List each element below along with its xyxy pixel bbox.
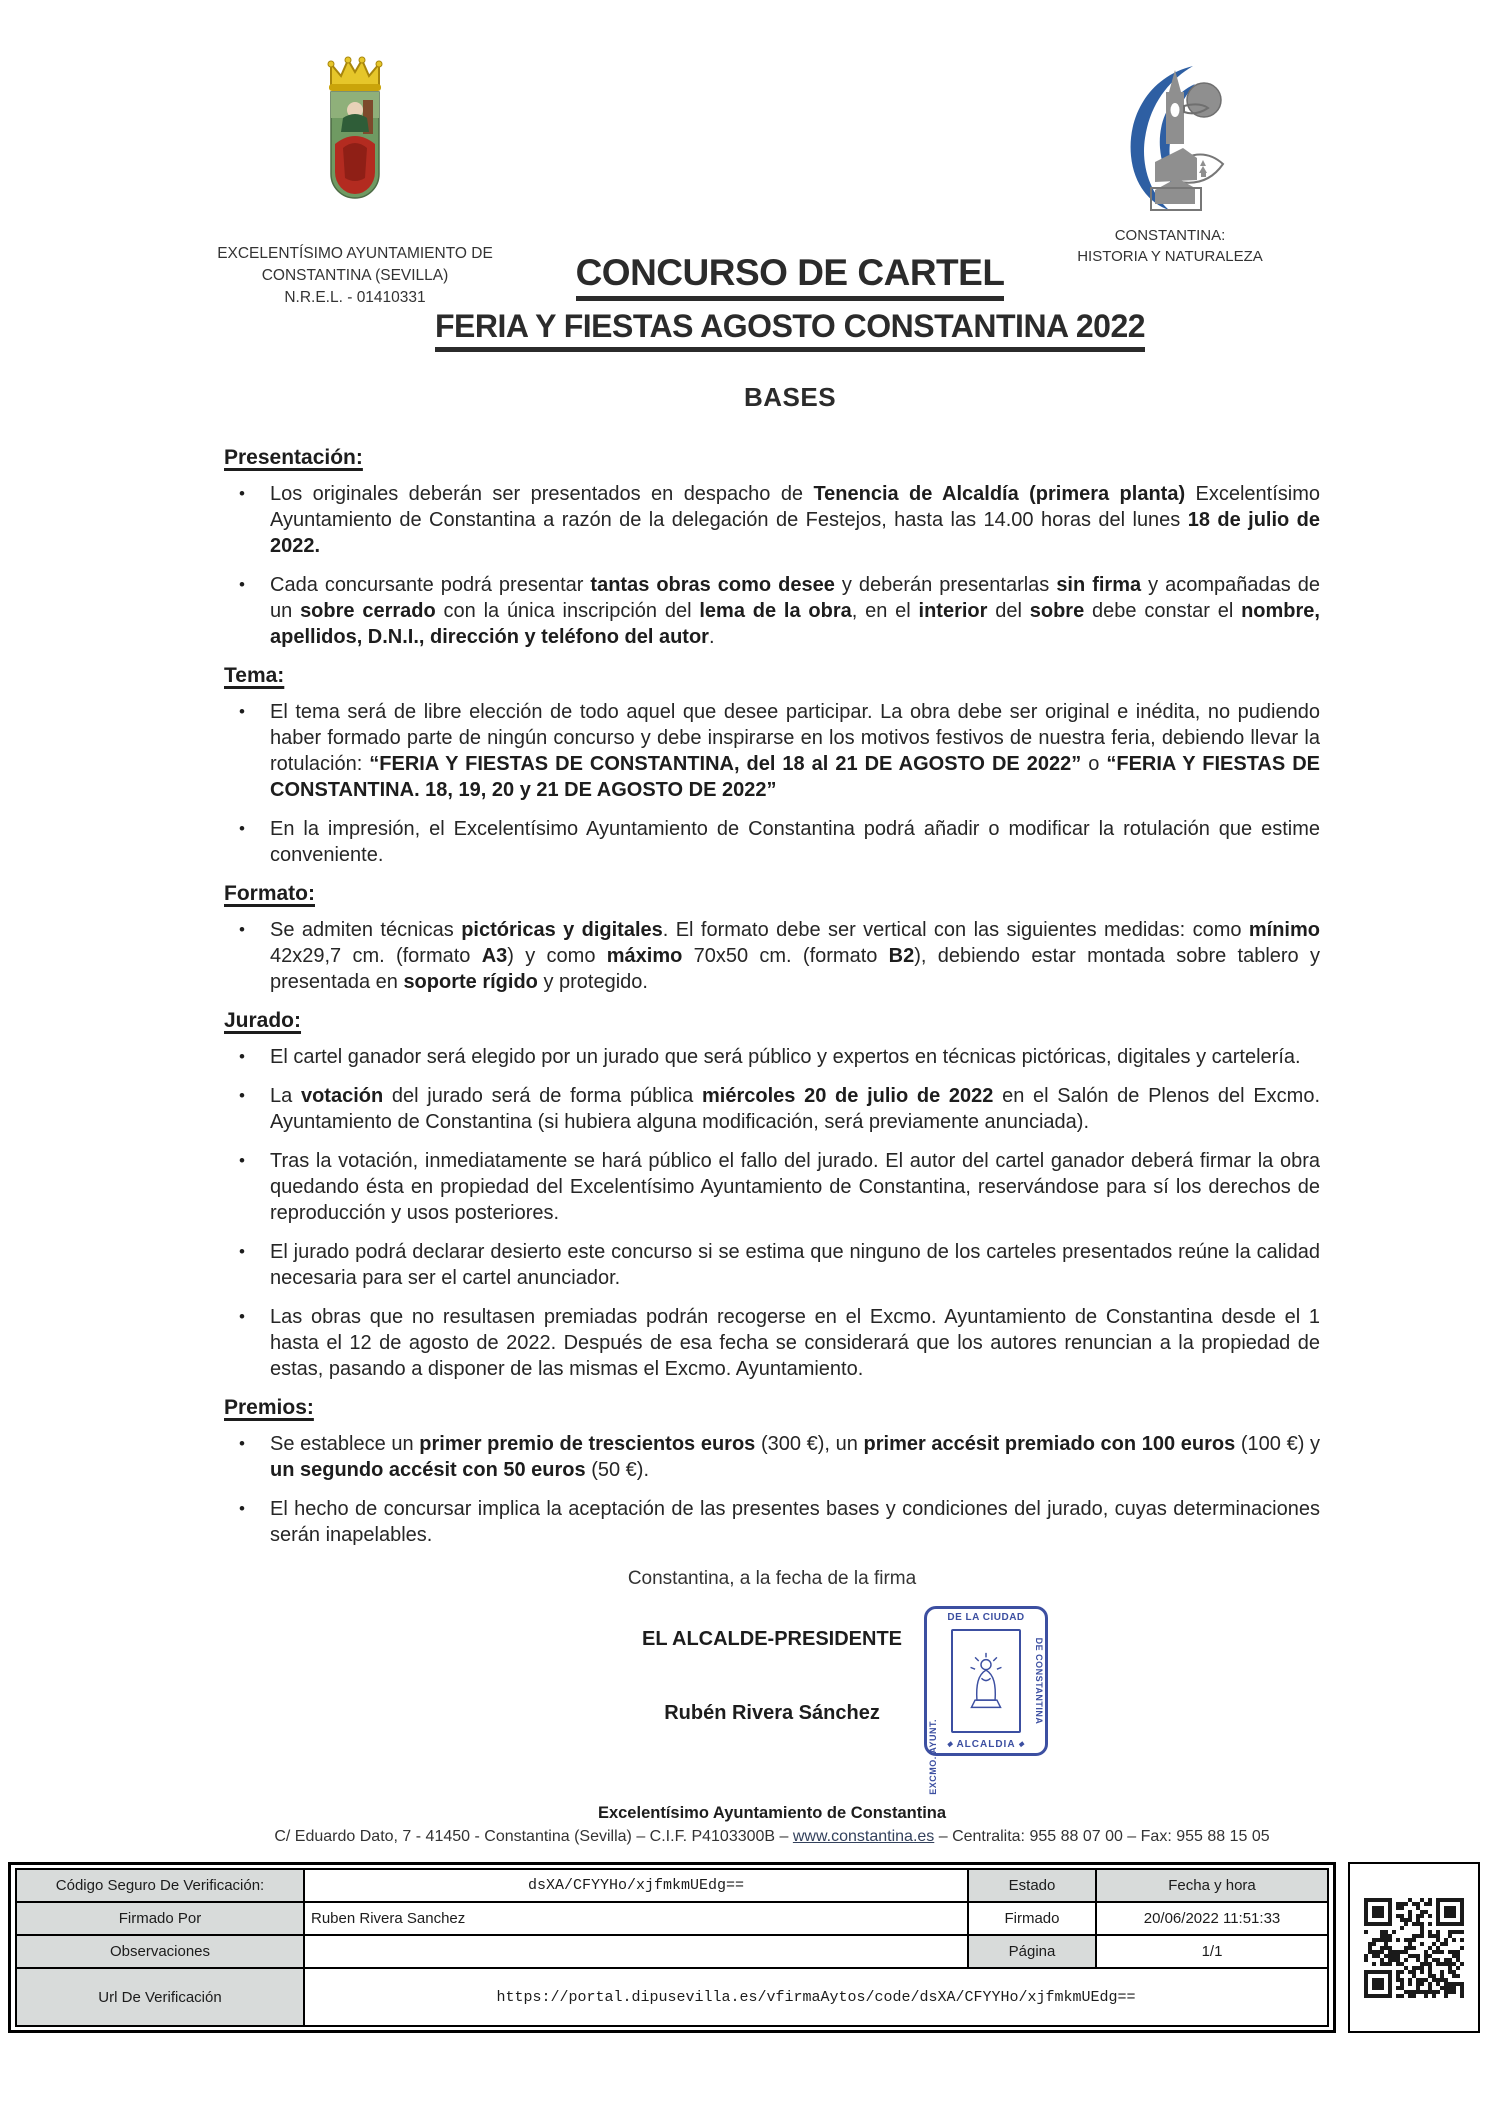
estado-value: Firmado [968,1902,1096,1935]
bullet-icon: • [239,920,245,939]
document-title: CONCURSO DE CARTEL [576,252,1005,301]
bullet-text: Se establece un primer premio de trescientos euros (300 €), un primer accésit premiado con 100 euros (100 €) y un segundo accésit con 50 euros (50 €). [270,1433,1321,1481]
signer-title: EL ALCALDE-PRESIDENTE [641,1628,903,1650]
csv-label: Código Seguro De Verificación: [16,1869,304,1902]
csv-value: dsXA/CFYYHo/xjfmkmUEdg== [304,1869,968,1902]
bullet-icon: • [239,1047,245,1066]
bullet-icon: • [239,1242,245,1261]
document-section [224,1009,1320,1382]
pagina-value: 1/1 [1096,1935,1328,1968]
bullet-icon: • [239,702,245,721]
verification-table [8,1862,1336,2033]
fecha-value: 20/06/2022 11:51:33 [1096,1902,1328,1935]
stamp-left-text: EXCMO. AYUNT. [928,1718,938,1795]
document-section [224,882,1320,995]
bullet-text: El jurado podrá declarar desierto este concurso si se estima que ninguno de los carteles presentados reúne la calidad necesaria para ser el cartel anunciador. [270,1241,1320,1289]
issuer-line-1: EXCELENTÍSIMO AYUNTAMIENTO DE [217,245,493,262]
brand-line-2: HISTORIA Y NATURALEZA [1077,248,1263,265]
bullet-icon: • [239,575,245,594]
bullet-text: Se admiten técnicas pictóricas y digitales. El formato debe ser vertical con las siguientes medidas: como mínimo 42x29,7 cm. (formato A3) y como máximo 70x50 cm. (formato B2), debiendo estar montada sobre tablero y presentada en soporte rígido y protegido. [270,919,1320,993]
bullet-icon: • [239,1307,245,1326]
signer-name: Rubén Rivera Sánchez [664,1702,880,1724]
bullet-item [224,481,1320,559]
bullet-text: Los originales deberán ser presentados en despacho de Tenencia de Alcaldía (primera planta) Excelentísimo Ayuntamiento de Constantina a razón de la delegación de Festejos, hasta las 14.00 horas del lunes 18 de julio de 2022. [270,483,1321,557]
bullet-item [224,1148,1320,1226]
bullet-item [224,1431,1320,1483]
url-label: Url De Verificación [16,1968,304,2026]
signature-block [224,1612,1320,1795]
sections [224,446,1320,1548]
document-section [224,446,1320,650]
observaciones-value [304,1935,968,1968]
section-heading: Presentación: [224,446,363,469]
bullet-item [224,917,1320,995]
verification-area [8,1862,1480,2033]
document-section [224,1396,1320,1548]
bullet-text: El cartel ganador será elegido por un jurado que será público y expertos en técnicas pictóricas, digitales y cartelería. [270,1046,1301,1068]
footer-address [224,1828,1320,1846]
constantina-historia-naturaleza-logo-icon [1045,62,1295,219]
bullet-text: Cada concursante podrá presentar tantas obras como desee y deberán presentarlas sin firma y acompañadas de un sobre cerrado con la única inscripción del lema de la obra, en el interior del sobre debe constar el nombre, apellidos, D.N.I., dirección y teléfono del autor. [270,574,1321,648]
page-footer [224,1804,1320,1846]
document-section [224,664,1320,868]
bullet-icon: • [239,819,245,838]
document-header [0,0,1488,432]
bullet-text: Las obras que no resultasen premiadas podrán recogerse en el Excmo. Ayuntamiento de Constantina desde el 1 hasta el 12 de agosto de 2022. Después de esa fecha se considerará que los autores renuncian a la propiedad de estas, pasando a disponer de las mismas el Excmo. Ayuntamiento. [270,1306,1320,1380]
bullet-text: Tras la votación, inmediatamente se hará público el fallo del jurado. El autor del cartel ganador deberá firmar la obra quedando ésta en propiedad del Excelentísimo Ayuntamiento de Constantina, reservándose para sí los derechos de reproducción y usos posteriores. [270,1150,1320,1224]
bullet-item [224,572,1320,650]
stamp-right-text: DE CONSTANTINA [1034,1637,1044,1725]
bullet-text: El tema será de libre elección de todo aquel que desee participar. La obra debe ser original e inédita, no pudiendo haber formado parte de ningún concurso y debe inspirarse en los motivos festivos de nuestra feria, debiendo llevar la rotulación: “FERIA Y FIESTAS DE CONSTANTINA, del 18 al 21 DE AGOSTO DE 2022” o “FERIA Y FIESTAS DE CONSTANTINA. 18, 19, 20 y 21 DE AGOSTO DE 2022” [270,701,1320,801]
url-value: https://portal.dipusevilla.es/vfirmaAytos/code/dsXA/CFYYHo/xjfmkmUEdg== [304,1968,1328,2026]
section-heading: Formato: [224,882,315,905]
observaciones-label: Observaciones [16,1935,304,1968]
dateline: Constantina, a la fecha de la firma [627,1568,917,1589]
footer-address-prefix: C/ Eduardo Dato, 7 - 41450 - Constantina (Sevilla) – C.I.F. P4103300B – [274,1828,793,1845]
section-heading: Premios: [224,1396,314,1419]
bullet-item [224,1304,1320,1382]
stamp-bottom-text: ◆ ALCALDIA◆ [927,1739,1045,1750]
constantina-coat-of-arms-icon [205,52,505,235]
bullet-item [224,1496,1320,1548]
stamp-top-text: DE LA CIUDAD [947,1612,1025,1623]
bullet-item [224,816,1320,868]
bullet-item [224,1044,1320,1070]
section-heading: Tema: [224,664,285,687]
bullet-icon: • [239,1151,245,1170]
footer-website-link[interactable]: www.constantina.es [792,1828,935,1845]
bullet-icon: • [239,1086,245,1105]
footer-address-suffix: – Centralita: 955 88 07 00 – Fax: 955 88 15 05 [934,1828,1270,1845]
section-heading: Jurado: [224,1009,302,1032]
bullet-icon: • [239,1434,245,1453]
bullet-text: En la impresión, el Excelentísimo Ayuntamiento de Constantina podrá añadir o modificar la rotulación que estime conveniente. [270,818,1320,866]
stamp-figure-icon [951,1629,1021,1733]
bullet-icon: • [239,484,245,503]
fecha-header: Fecha y hora [1096,1869,1328,1902]
bullet-item [224,1083,1320,1135]
brand-line-1: CONSTANTINA: [1114,227,1226,244]
firmado-por-value: Ruben Rivera Sanchez [304,1902,968,1935]
bullet-item [224,699,1320,803]
brand-block [1045,62,1295,267]
issuer-line-3: N.R.E.L. - 01410331 [284,289,426,306]
footer-org: Excelentísimo Ayuntamiento de Constantina [597,1804,947,1822]
firmado-por-label: Firmado Por [16,1902,304,1935]
alcaldia-stamp [924,1606,1048,1795]
qr-code [1348,1862,1480,2033]
bullet-text: La votación del jurado será de forma pública miércoles 20 de julio de 2022 en el Salón de Plenos del Excmo. Ayuntamiento de Constantina (si hubiera alguna modificación, será previamente anunciada). [270,1085,1320,1133]
estado-header: Estado [968,1869,1096,1902]
bullet-icon: • [239,1499,245,1518]
pagina-label: Página [968,1935,1096,1968]
issuer-line-2: CONSTANTINA (SEVILLA) [261,267,449,284]
bullet-item [224,1239,1320,1291]
document-subtitle: FERIA Y FIESTAS AGOSTO CONSTANTINA 2022 [435,308,1145,352]
bullet-text: El hecho de concursar implica la aceptación de las presentes bases y condiciones del jurado, cuyas determinaciones serán inapelables. [270,1498,1320,1546]
bases-heading: BASES [743,382,837,412]
